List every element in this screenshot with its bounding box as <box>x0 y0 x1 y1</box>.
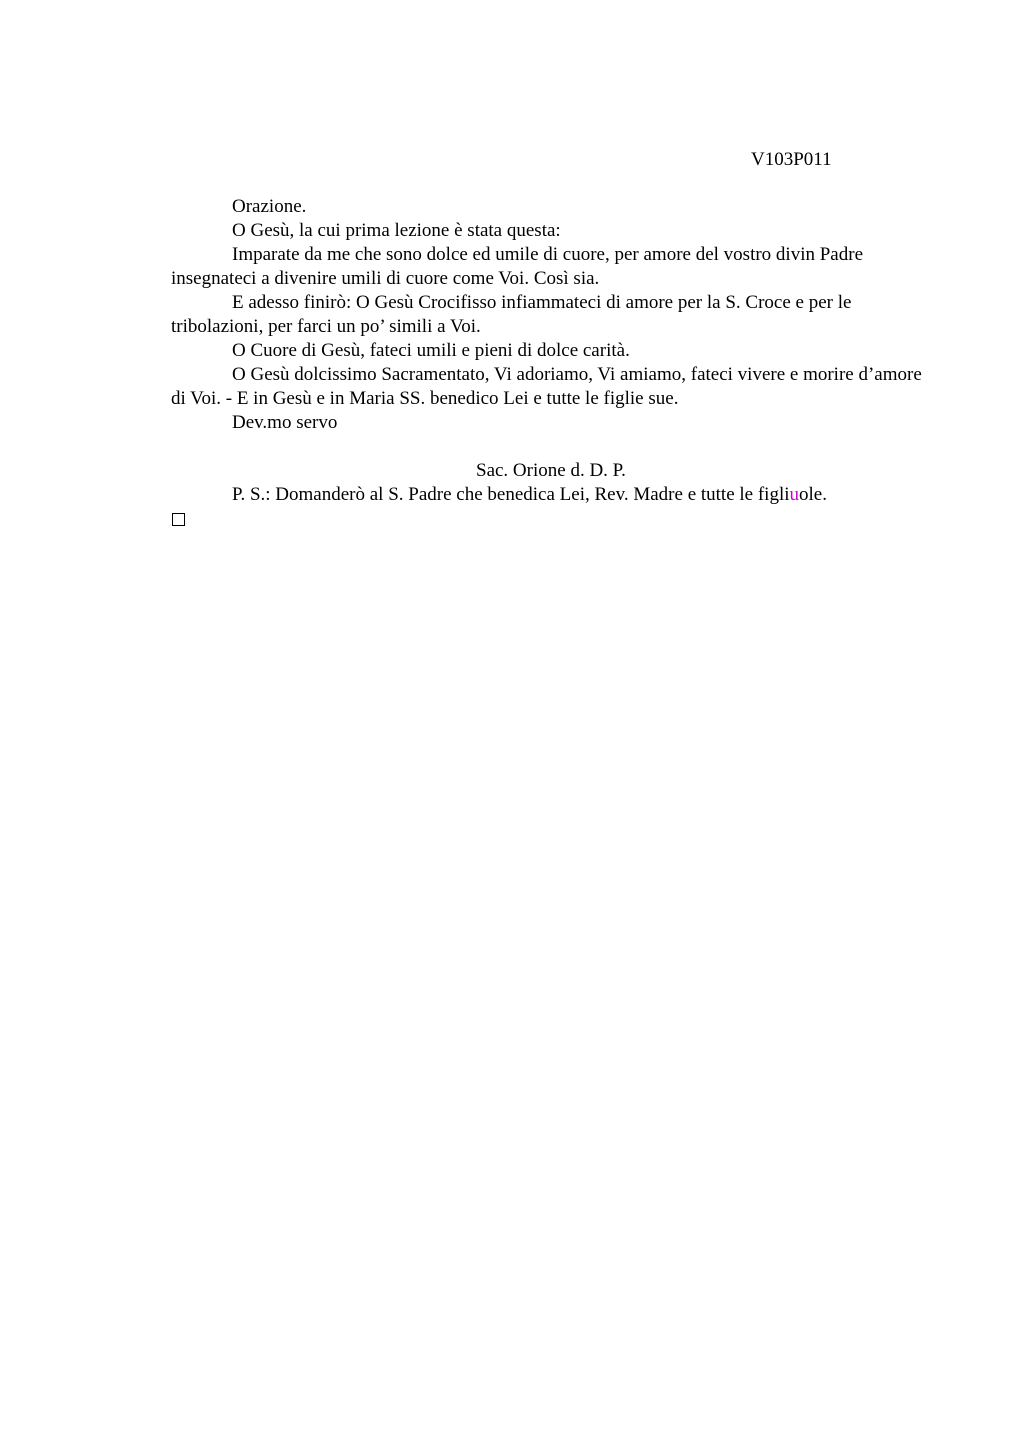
checkbox-empty-icon <box>172 513 185 526</box>
highlighted-letter: u <box>789 484 800 505</box>
page-id: V103P011 <box>751 149 832 170</box>
paragraph: O Gesù dolcissimo Sacramentato, Vi adoriamo, Vi amiamo, fateci vivere e morire d’amore di Voi. - E in Gesù e in Maria SS. benedico Lei e tutte le figlie sue. <box>171 364 922 409</box>
paragraph: Imparate da me che sono dolce ed umile di cuore, per amore del vostro divin Padre insegnateci a divenire umili di cuore come Voi. Così sia. <box>171 244 863 289</box>
end-marker <box>171 507 931 533</box>
paragraph: O Gesù, la cui prima lezione è stata questa: <box>232 220 561 241</box>
postscript <box>171 483 931 507</box>
postscript-text-end: ole. <box>799 484 827 505</box>
letter-body <box>171 195 931 533</box>
paragraph: O Cuore di Gesù, fateci umili e pieni di dolce carità. <box>232 340 630 361</box>
paragraph-heading: Orazione. <box>232 196 307 217</box>
closing-salutation: Dev.mo servo <box>232 412 338 433</box>
paragraph: E adesso finirò: O Gesù Crocifisso infiammateci di amore per la S. Croce e per le tribolazioni, per farci un po’ simili a Voi. <box>171 292 852 337</box>
signature: Sac. Orione d. D. P. <box>476 460 626 481</box>
postscript-text: P. S.: Domanderò al S. Padre che benedica Lei, Rev. Madre e tutte le figli <box>232 484 790 505</box>
